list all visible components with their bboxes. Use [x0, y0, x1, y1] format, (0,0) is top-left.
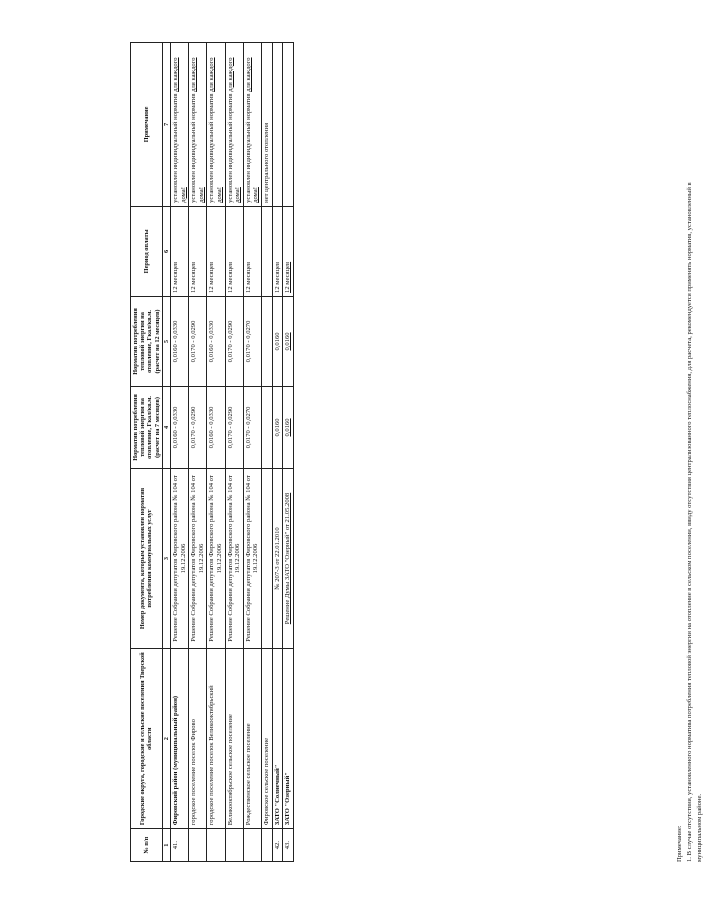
norm-12-months	[283, 296, 294, 386]
norm-7-months: 0,0160 - 0,0330	[207, 387, 225, 469]
municipality-name: Фировский район (муниципальный район)	[171, 649, 189, 829]
document-ref-underlined: Решение Думы ЗАТО "Озерный" от 21.05.2008	[284, 492, 292, 625]
note-underlined: для каждого дома!	[244, 57, 260, 203]
payment-period: 12 месяцев	[207, 206, 225, 296]
notes-line: муниципальном районе.	[695, 793, 703, 862]
row-number	[189, 829, 207, 862]
column-number-row	[162, 43, 170, 862]
row-number	[261, 829, 272, 862]
table-row	[243, 43, 261, 862]
row-number: 43.	[283, 829, 294, 862]
note-cell	[207, 43, 225, 207]
municipality-name: Рождественское сельское поселение	[243, 649, 261, 829]
norm-7-months	[283, 387, 294, 469]
municipality-name: ЗАТО "Солнечный"	[272, 649, 283, 829]
header-cell: № п/п	[131, 829, 163, 862]
note-cell	[171, 43, 189, 207]
document-ref: № 207-3 от 22.01.2010	[272, 468, 283, 648]
note-text: установлен индивидуальный норматив	[190, 91, 198, 203]
column-number: 6	[162, 206, 170, 296]
payment-period	[261, 206, 272, 296]
payment-period: 12 месяцев	[272, 206, 283, 296]
norm-7-months: 0,0170 - 0,0290	[189, 387, 207, 469]
rotated-sheet	[130, 42, 703, 862]
note-text: установлен индивидуальный норматив	[172, 91, 180, 203]
table-row	[272, 43, 283, 862]
note-cell	[261, 43, 272, 207]
payment-period: 12 месяцев	[171, 206, 189, 296]
header-cell: Период оплаты	[131, 206, 163, 296]
document-ref	[261, 468, 272, 648]
document-ref: Решение Собрания депутатов Фировского района № 104 от 19.12.2006	[207, 468, 225, 648]
note-underlined: для каждого дома!	[226, 57, 242, 203]
table-row	[171, 43, 189, 862]
heating-norms-table	[130, 42, 294, 862]
norm-12-months: 0,0160 - 0,0330	[171, 296, 189, 386]
norm-12-months	[261, 296, 272, 386]
payment-period: 12 месяцев	[243, 206, 261, 296]
municipality-name: ЗАТО "Озерный"	[283, 649, 294, 829]
note-text: установлен индивидуальный норматив	[244, 91, 252, 203]
document-ref: Решение Собрания депутатов Фировского района № 104 от 19.12.2006	[243, 468, 261, 648]
norm-7-months: 0,0170 - 0,0270	[243, 387, 261, 469]
header-cell: Норматив потребления тепловой энергии на отопление, Гкал/кв.м. (расчет на 12 месяцев)	[131, 296, 163, 386]
payment-period	[283, 206, 294, 296]
column-number: 2	[162, 649, 170, 829]
document-ref: Решение Собрания депутатов Фировского района № 104 от 19.12.2006	[225, 468, 243, 648]
row-number	[207, 829, 225, 862]
header-cell: Норматив потребления тепловой энергии на отопление, Гкал/кв.м. (расчет на 7 месяцев)	[131, 387, 163, 469]
column-number: 1	[162, 829, 170, 862]
header-cell: Примечание	[131, 43, 163, 207]
note-cell	[189, 43, 207, 207]
column-number: 3	[162, 468, 170, 648]
norm-12-months: 0,0170 - 0,0290	[189, 296, 207, 386]
document-ref	[283, 468, 294, 648]
norm-12-months: 0,0170 - 0,0290	[225, 296, 243, 386]
note-text: установлен индивидуальный норматив	[208, 91, 216, 203]
norm-7-months: 0,0160	[272, 387, 283, 469]
norm-12-months: 0,0160 - 0,0330	[207, 296, 225, 386]
note-underlined: для каждого дома!	[190, 57, 205, 203]
norm-7-months: 0,0160 - 0,0330	[171, 387, 189, 469]
table-row	[189, 43, 207, 862]
note-underlined: для каждого дома!	[172, 57, 187, 203]
norm-underlined: 0,0160	[284, 332, 292, 351]
note-text: установлен индивидуальный норматив	[226, 91, 234, 203]
note-underlined: для каждого дома!	[208, 57, 224, 203]
row-number: 41.	[171, 829, 189, 862]
municipality-name: городское поселение поселок Фирово	[189, 649, 207, 829]
header-cell: Номер документа, которым установлен норматив потребления коммунальных услуг	[131, 468, 163, 648]
table-row	[283, 43, 294, 862]
row-number	[243, 829, 261, 862]
payment-period: 12 месяцев	[189, 206, 207, 296]
header-cell: Городские округа, городские и сельские поселения Тверской области	[131, 649, 163, 829]
table-row	[261, 43, 272, 862]
municipality-name: Великооктябрьское сельское поселение	[225, 649, 243, 829]
note-cell	[272, 43, 283, 207]
column-number: 5	[162, 296, 170, 386]
norm-7-months: 0,0170 - 0,0290	[225, 387, 243, 469]
document-ref: Решение Собрания депутатов Фировского района № 104 от 19.12.2006	[189, 468, 207, 648]
footnotes	[675, 42, 705, 862]
table-row	[225, 43, 243, 862]
norm-7-months	[261, 387, 272, 469]
column-number: 7	[162, 43, 170, 207]
document-ref: Решение Собрания депутатов Фировского района № 104 от 19.12.2006	[171, 468, 189, 648]
notes-line: 1. В случае отсутствия, установленного норматива потребления тепловой энергии на отопление в сельском поселении, ввиду отсутствия централизованного теплоснабжения, для расчета, рекомендуется применять норматив, установленный в	[685, 182, 693, 862]
table-row	[207, 43, 225, 862]
note-cell	[243, 43, 261, 207]
column-number: 4	[162, 387, 170, 469]
municipality-name: Фировское сельское поселение	[261, 649, 272, 829]
note-cell	[283, 43, 294, 207]
payment-period: 12 месяцев	[225, 206, 243, 296]
norm-12-months: 0,0160	[272, 296, 283, 386]
table-header-row	[131, 43, 163, 862]
note-cell	[225, 43, 243, 207]
period-underlined: 12 месяцев	[284, 261, 292, 293]
norm-underlined: 0,0160	[284, 418, 292, 437]
norm-12-months: 0,0170 - 0,0270	[243, 296, 261, 386]
notes-title: Примечание:	[676, 825, 683, 862]
row-number	[225, 829, 243, 862]
note-text: нет центрального отопления	[262, 122, 270, 203]
row-number: 42.	[272, 829, 283, 862]
municipality-name: городское поселение поселок Великооктябрьский	[207, 649, 225, 829]
